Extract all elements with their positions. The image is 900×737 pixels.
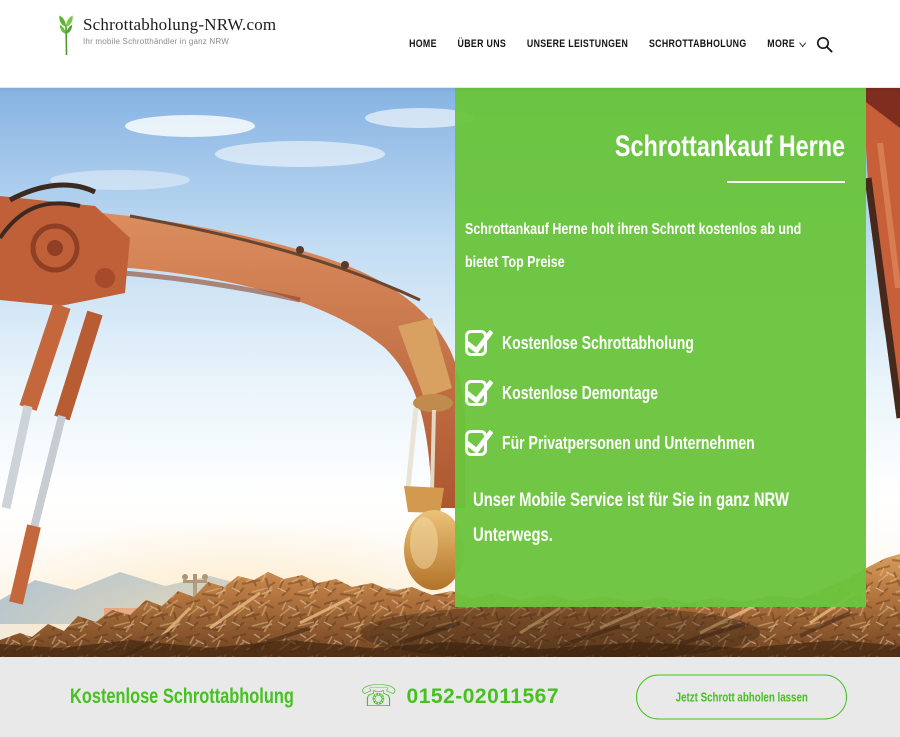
footer-label — [70, 685, 357, 709]
title-underline — [727, 181, 845, 183]
hero-subtitle-line: Schrottankauf Herne holt ihren Schrott kostenlos ab und — [465, 221, 802, 238]
checklist-item-label: Kostenlose Schrottabholung — [502, 332, 694, 353]
hero-title-text: Schrottankauf Herne — [614, 130, 845, 163]
hero-subtitle — [465, 213, 845, 279]
site-header — [0, 0, 900, 88]
nav-item-unsere-leistungen[interactable] — [527, 38, 628, 50]
nav-label: HOME — [408, 38, 437, 50]
logo[interactable] — [55, 14, 276, 61]
checklist-item — [465, 379, 845, 407]
nav-item-schrottabholung[interactable] — [649, 38, 747, 50]
checklist-item — [465, 429, 845, 457]
hero-panel — [455, 88, 866, 607]
cta-button-label: Jetzt Schrott abholen lassen — [675, 690, 808, 704]
main-nav — [409, 0, 805, 88]
nav-item-ueber-uns[interactable] — [457, 38, 506, 50]
hero-note — [465, 483, 845, 553]
phone-number: 0152-02011567 — [406, 685, 560, 708]
checkbox-check-icon — [465, 430, 487, 456]
hero-subtitle-line: bietet Top Preise — [465, 254, 565, 271]
nav-label: ÜBER UNS — [457, 38, 506, 50]
nav-label: SCHROTTABHOLUNG — [648, 38, 747, 50]
logo-text — [83, 14, 276, 46]
phone-link[interactable] — [360, 682, 559, 712]
hero-checklist — [465, 329, 845, 457]
hero-section — [0, 88, 900, 657]
hero-note-line: Unterwegs. — [473, 525, 553, 546]
nav-item-home[interactable] — [409, 38, 437, 50]
checklist-item-label: Für Privatpersonen und Unternehmen — [502, 432, 755, 453]
site-tagline: Ihr mobile Schrotthändler in ganz NRW — [83, 37, 229, 46]
checkbox-check-icon — [465, 330, 487, 356]
chevron-down-icon — [799, 38, 806, 46]
checkbox-check-icon — [465, 380, 487, 406]
checklist-item — [465, 329, 845, 357]
hero-note-line: Unser Mobile Service ist für Sie in ganz NRW — [473, 490, 789, 511]
checklist-item-label: Kostenlose Demontage — [502, 382, 659, 403]
footer-label-text: Kostenlose Schrottabholung — [70, 685, 294, 708]
phone-icon: ☏ — [360, 680, 398, 713]
cta-bar — [0, 657, 900, 737]
nav-item-more[interactable] — [767, 38, 805, 50]
plant-icon — [55, 14, 78, 61]
nav-label: MORE — [766, 38, 795, 50]
site-title: Schrottabholung-NRW.com — [83, 15, 277, 34]
nav-label: UNSERE LEISTUNGEN — [526, 38, 628, 50]
hero-title — [465, 130, 845, 164]
cta-button[interactable] — [636, 675, 847, 720]
search-icon[interactable] — [816, 36, 833, 53]
